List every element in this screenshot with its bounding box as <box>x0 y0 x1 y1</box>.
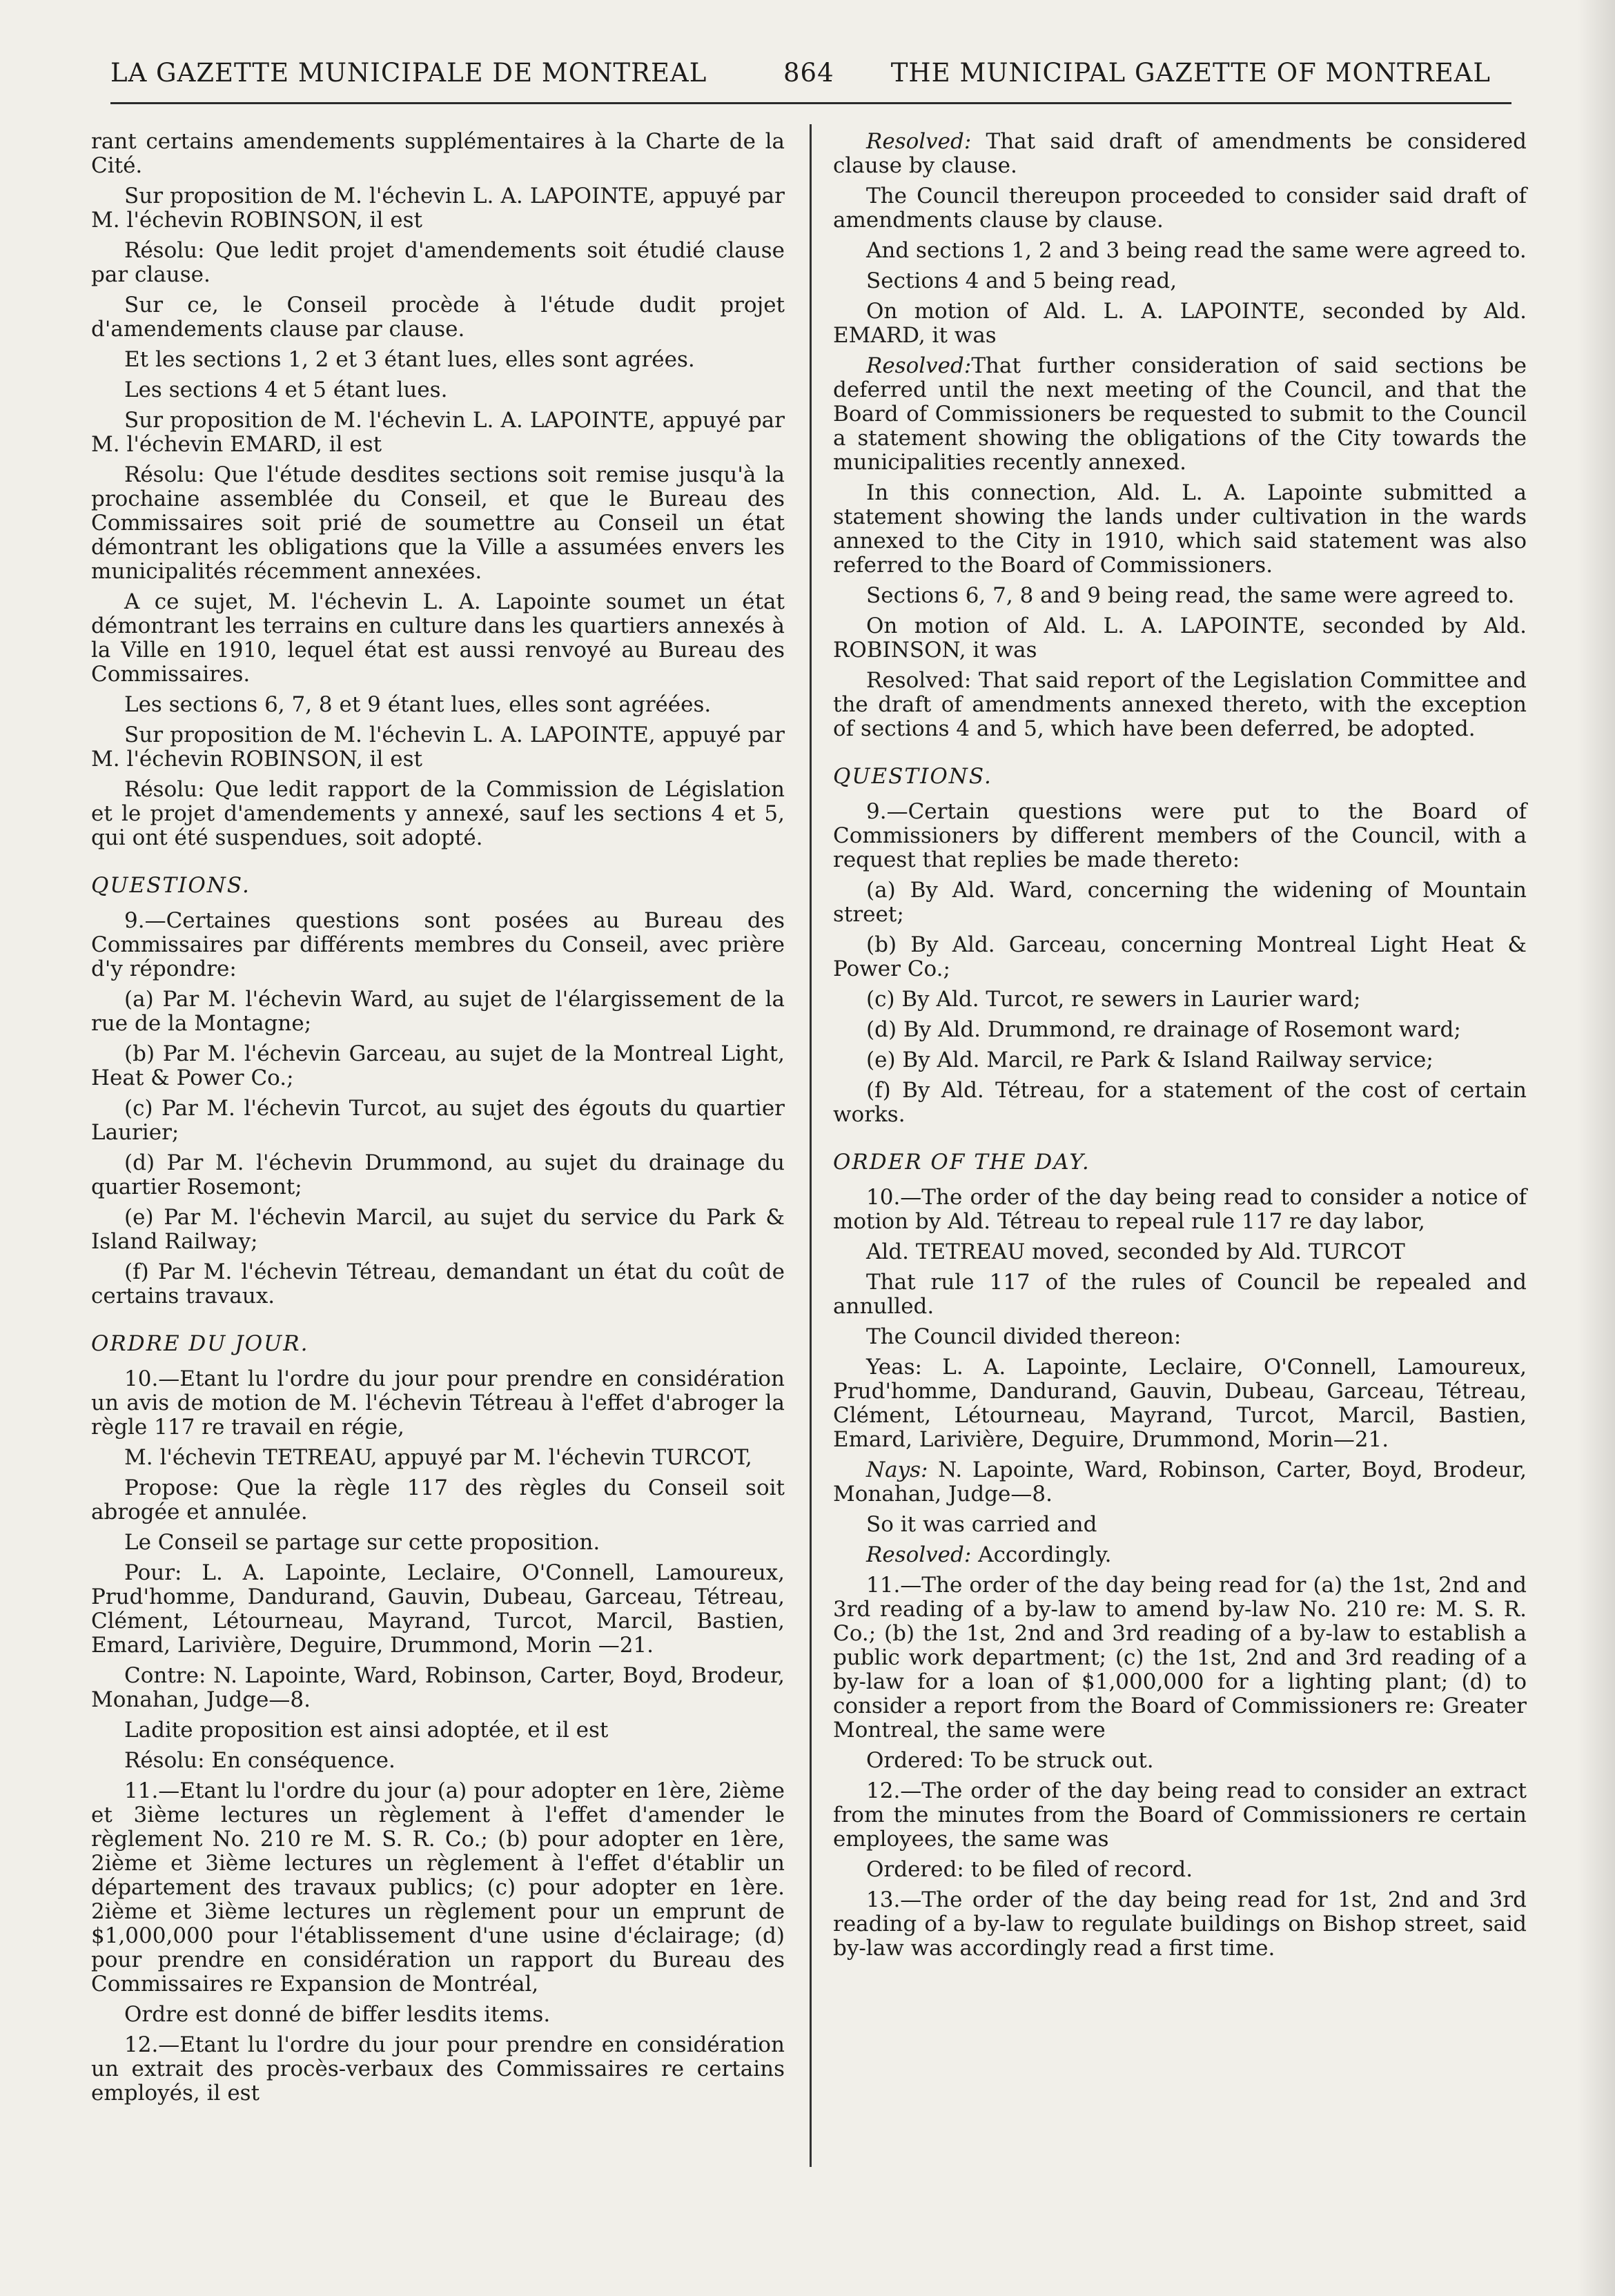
en-paragraph-text: On motion of Ald. L. A. LAPOINTE, seconded by Ald. ROBINSON, it was <box>833 614 1527 663</box>
en-paragraph-lead: Resolved: <box>866 129 972 154</box>
column-divider <box>810 124 812 2167</box>
fr-paragraph-text: 10.—Etant lu l'ordre du jour pour prendre en considération un avis de motion de M. l'échevin Tétreau à l'effet d'abroger la règle 117 re travail en régie, <box>91 1366 785 1440</box>
en-paragraph <box>833 1048 1527 1072</box>
fr-paragraph <box>91 378 785 402</box>
en-paragraph <box>833 1749 1527 1773</box>
fr-paragraph-text: Sur proposition de M. l'échevin L. A. LAPOINTE, appuyé par M. l'échevin ROBINSON, il est <box>91 723 785 772</box>
fr-paragraph-text: 9.—Certaines questions sont posées au Bureau des Commissaires par différents membres du Conseil, avec prière d'y répondre: <box>91 908 785 981</box>
en-paragraph <box>833 584 1527 608</box>
en-heading-text: ORDER OF THE DAY. <box>833 1150 1090 1175</box>
fr-heading-text: ORDRE DU JOUR. <box>91 1331 309 1356</box>
fr-paragraph <box>91 693 785 717</box>
en-section-heading <box>833 1150 1527 1175</box>
fr-paragraph-text: (c) Par M. l'échevin Turcot, au sujet des égouts du quartier Laurier; <box>91 1096 785 1145</box>
fr-paragraph-text: 11.—Etant lu l'ordre du jour (a) pour adopter en 1ère, 2ième et 3ième lectures un règlement à l'effet d'amender le règlement No. 210 re M. S. R. Co.; (b) pour adopter en 1ère, 2ième et 3ième lectures un règlement à l'effet d'établir un département des travaux publics; (c) pour adopter en 1ère. 2ième et 3ième lectures un règlement pour un emprunt de $1,000,000 pour l'établissement d'une usine d'éclairage; (d) pour prendre en considération un rapport du Bureau des Commissaires re Expansion de Montréal, <box>91 1778 785 1996</box>
fr-paragraph <box>91 1476 785 1524</box>
en-paragraph <box>833 1888 1527 1961</box>
en-paragraph-text: (d) By Ald. Drummond, re drainage of Rosemont ward; <box>866 1017 1461 1042</box>
fr-paragraph-text: Contre: N. Lapointe, Ward, Robinson, Carter, Boyd, Brodeur, Monahan, Judge—8. <box>91 1663 785 1712</box>
fr-paragraph-text: Sur ce, le Conseil procède à l'étude dudit projet d'amendements clause par clause. <box>91 293 785 342</box>
en-paragraph-text: Sections 4 and 5 being read, <box>866 268 1177 293</box>
fr-paragraph <box>91 1779 785 1996</box>
fr-paragraph <box>91 2033 785 2106</box>
en-paragraph <box>833 481 1527 578</box>
fr-paragraph-text: Les sections 6, 7, 8 et 9 étant lues, elles sont agréées. <box>124 692 712 717</box>
en-paragraph <box>833 1458 1527 1507</box>
fr-paragraph-text: (e) Par M. l'échevin Marcil, au sujet du service du Park & Island Railway; <box>91 1205 785 1254</box>
fr-paragraph <box>91 723 785 772</box>
en-paragraph <box>833 130 1527 178</box>
fr-paragraph <box>91 1531 785 1555</box>
en-section-heading <box>833 765 1527 789</box>
en-paragraph <box>833 269 1527 293</box>
en-paragraph-text: That further consideration of said sections be deferred until the next meeting of the Council, and that the Board of Commissioners be requested to submit to the Council a statement showing the obligations of the City towards the municipalities recently annexed. <box>833 353 1527 475</box>
fr-section-heading <box>91 1332 785 1356</box>
en-paragraph <box>833 1325 1527 1349</box>
en-paragraph <box>833 669 1527 741</box>
en-paragraph-text: (b) By Ald. Garceau, concerning Montreal Light Heat & Power Co.; <box>833 932 1527 981</box>
en-paragraph <box>833 300 1527 348</box>
fr-paragraph <box>91 1151 785 1199</box>
en-paragraph-lead: Resolved: <box>866 353 972 378</box>
fr-paragraph <box>91 1206 785 1254</box>
en-paragraph <box>833 1018 1527 1042</box>
en-paragraph-text: Yeas: L. A. Lapointe, Leclaire, O'Connell, Lamoureux, Prud'homme, Dandurand, Gauvin, Dubeau, Garceau, Tétreau, Clément, Létourneau, Mayrand, Turcot, Marcil, Bastien, Emard, Larivière, Deguire, Drummond, Morin—21. <box>833 1355 1527 1452</box>
en-paragraph <box>833 614 1527 663</box>
en-paragraph-text: In this connection, Ald. L. A. Lapointe submitted a statement showing the lands under cultivation in the wards annexed to the City in 1910, which said statement was also referred to the Board of Commissioners. <box>833 480 1527 578</box>
en-paragraph-text: The Council thereupon proceeded to consider said draft of amendments clause by clause. <box>833 184 1527 233</box>
header-english-title: THE MUNICIPAL GAZETTE OF MONTREAL <box>890 58 1491 88</box>
en-paragraph-text: N. Lapointe, Ward, Robinson, Carter, Boyd, Brodeur, Monahan, Judge—8. <box>833 1458 1527 1507</box>
page-gutter-shadow <box>1577 0 1615 2296</box>
fr-paragraph-text: Résolu: Que l'étude desdites sections soit remise jusqu'à la prochaine assemblée du Conseil, et que le Bureau des Commissaires soit prié de soumettre au Conseil un état démontrant les obligations que la Ville a assumées envers les municipalités récemment annexées. <box>91 462 785 584</box>
en-paragraph <box>833 1240 1527 1264</box>
page-header <box>110 58 1491 99</box>
en-paragraph-text: (c) By Ald. Turcot, re sewers in Laurier ward; <box>866 987 1361 1012</box>
fr-paragraph <box>91 1749 785 1773</box>
fr-heading-text: QUESTIONS. <box>91 873 251 898</box>
fr-paragraph-text: rant certains amendements supplémentaires à la Charte de la Cité. <box>91 129 785 178</box>
en-paragraph-text: And sections 1, 2 and 3 being read the same were agreed to. <box>866 238 1527 263</box>
en-paragraph-text: (f) By Ald. Tétreau, for a statement of the cost of certain works. <box>833 1078 1527 1127</box>
fr-paragraph-text: Ladite proposition est ainsi adoptée, et il est <box>124 1718 609 1743</box>
fr-paragraph-text: Résolu: En conséquence. <box>124 1748 395 1773</box>
en-paragraph <box>833 1779 1527 1852</box>
fr-paragraph <box>91 1260 785 1308</box>
fr-paragraph <box>91 409 785 457</box>
en-paragraph-text: So it was carried and <box>866 1512 1097 1537</box>
fr-paragraph <box>91 1446 785 1470</box>
fr-paragraph-text: Sur proposition de M. l'échevin L. A. LAPOINTE, appuyé par M. l'échevin ROBINSON, il est <box>91 184 785 233</box>
fr-paragraph <box>91 909 785 981</box>
en-paragraph-text: Ald. TETREAU moved, seconded by Ald. TURCOT <box>866 1239 1405 1264</box>
en-paragraph <box>833 933 1527 981</box>
fr-paragraph-text: Et les sections 1, 2 et 3 étant lues, elles sont agrées. <box>124 347 695 372</box>
en-paragraph <box>833 1355 1527 1452</box>
fr-paragraph-text: (b) Par M. l'échevin Garceau, au sujet de la Montreal Light, Heat & Power Co.; <box>91 1041 785 1090</box>
fr-paragraph-text: Résolu: Que ledit projet d'amendements soit étudié clause par clause. <box>91 238 785 287</box>
fr-paragraph <box>91 293 785 342</box>
en-paragraph-text: 10.—The order of the day being read to consider a notice of motion by Ald. Tétreau to repeal rule 117 re day labor, <box>833 1185 1527 1234</box>
header-rule <box>110 102 1511 104</box>
en-paragraph-text: Ordered: To be struck out. <box>866 1748 1154 1773</box>
fr-paragraph-text: Propose: Que la règle 117 des règles du Conseil soit abrogée et annulée. <box>91 1475 785 1524</box>
en-paragraph-lead: Resolved: <box>866 1542 972 1567</box>
fr-paragraph <box>91 130 785 178</box>
fr-paragraph-text: (d) Par M. l'échevin Drummond, au sujet du drainage du quartier Rosemont; <box>91 1150 785 1199</box>
en-paragraph-lead: Nays: <box>866 1458 928 1482</box>
en-heading-text: QUESTIONS. <box>833 764 992 789</box>
fr-paragraph-text: Pour: L. A. Lapointe, Leclaire, O'Connell, Lamoureux, Prud'homme, Dandurand, Gauvin, Dubeau, Garceau, Tétreau, Clément, Létourneau, Mayrand, Turcot, Marcil, Bastien, Emard, Larivière, Deguire, Drummond, Morin —21. <box>91 1560 785 1658</box>
header-french-title: LA GAZETTE MUNICIPALE DE MONTREAL <box>110 58 707 88</box>
en-paragraph-text: Resolved: That said report of the Legislation Committee and the draft of amendments annexed thereto, with the exception of sections 4 and 5, which have been deferred, be adopted. <box>833 668 1527 741</box>
fr-paragraph-text: 12.—Etant lu l'ordre du jour pour prendre en considération un extrait des procès-verbaux des Commissaires re certains employés, il est <box>91 2032 785 2106</box>
fr-paragraph <box>91 1561 785 1658</box>
fr-paragraph-text: Ordre est donné de biffer lesdits items. <box>124 2002 551 2027</box>
fr-paragraph <box>91 1042 785 1090</box>
fr-paragraph <box>91 778 785 850</box>
en-paragraph-text: That said draft of amendments be considered clause by clause. <box>833 129 1527 178</box>
fr-paragraph-text: Les sections 4 et 5 étant lues. <box>124 377 448 402</box>
fr-paragraph-text: A ce sujet, M. l'échevin L. A. Lapointe soumet un état démontrant les terrains en culture dans les quartiers annexés à la Ville en 1910, lequel état est aussi renvoyé au Bureau des Commissaires. <box>91 589 785 687</box>
en-paragraph <box>833 988 1527 1012</box>
en-paragraph <box>833 1858 1527 1882</box>
en-paragraph <box>833 1186 1527 1234</box>
fr-section-heading <box>91 874 785 898</box>
en-paragraph-text: Ordered: to be filed of record. <box>866 1857 1193 1882</box>
en-paragraph-text: Sections 6, 7, 8 and 9 being read, the same were agreed to. <box>866 583 1515 608</box>
fr-paragraph-text: Résolu: Que ledit rapport de la Commission de Législation et le projet d'amendements y annexé, sauf les sections 4 et 5, qui ont été suspendues, soit adopté. <box>91 777 785 850</box>
fr-paragraph-text: Sur proposition de M. l'échevin L. A. LAPOINTE, appuyé par M. l'échevin EMARD, il est <box>91 408 785 457</box>
en-paragraph <box>833 239 1527 263</box>
en-paragraph-text: 12.—The order of the day being read to consider an extract from the minutes from the Board of Commissioners re certain employees, the same was <box>833 1778 1527 1852</box>
en-paragraph <box>833 1573 1527 1743</box>
fr-paragraph <box>91 239 785 287</box>
fr-paragraph-text: M. l'échevin TETREAU, appuyé par M. l'échevin TURCOT, <box>124 1445 752 1470</box>
en-paragraph <box>833 354 1527 475</box>
en-paragraph-text: 13.—The order of the day being read for 1st, 2nd and 3rd reading of a by-law to regulate buildings on Bishop street, said by-law was accordingly read a first time. <box>833 1887 1527 1961</box>
page-number: 864 <box>783 58 834 88</box>
fr-paragraph <box>91 1664 785 1712</box>
en-paragraph-text: Accordingly. <box>971 1542 1112 1567</box>
en-paragraph <box>833 184 1527 233</box>
fr-paragraph-text: Le Conseil se partage sur cette proposition. <box>124 1530 600 1555</box>
en-paragraph <box>833 1543 1527 1567</box>
en-paragraph <box>833 1513 1527 1537</box>
fr-paragraph <box>91 1367 785 1440</box>
en-paragraph-text: 9.—Certain questions were put to the Board of Commissioners by different members of the Council, with a request that replies be made thereto: <box>833 799 1527 872</box>
fr-paragraph <box>91 348 785 372</box>
en-paragraph-text: (e) By Ald. Marcil, re Park & Island Railway service; <box>866 1048 1433 1072</box>
fr-paragraph <box>91 463 785 584</box>
en-paragraph <box>833 800 1527 872</box>
fr-paragraph <box>91 590 785 687</box>
fr-paragraph <box>91 988 785 1036</box>
en-paragraph <box>833 1079 1527 1127</box>
en-paragraph <box>833 1270 1527 1319</box>
en-paragraph-text: (a) By Ald. Ward, concerning the widening of Mountain street; <box>833 878 1527 927</box>
fr-paragraph-text: (a) Par M. l'échevin Ward, au sujet de l'élargissement de la rue de la Montagne; <box>91 987 785 1036</box>
en-paragraph-text: On motion of Ald. L. A. LAPOINTE, seconded by Ald. EMARD, it was <box>833 299 1527 348</box>
en-paragraph-text: That rule 117 of the rules of Council be repealed and annulled. <box>833 1270 1527 1319</box>
english-column <box>833 130 1527 1967</box>
fr-paragraph <box>91 1097 785 1145</box>
french-column <box>91 130 785 2112</box>
en-paragraph <box>833 879 1527 927</box>
en-paragraph-text: The Council divided thereon: <box>866 1324 1182 1349</box>
fr-paragraph <box>91 1718 785 1743</box>
en-paragraph-text: 11.—The order of the day being read for (a) the 1st, 2nd and 3rd reading of a by-law to amend by-law No. 210 re: M. S. R. Co.; (b) the 1st, 2nd and 3rd reading of a by-law to establish a public work department; (c) the 1st, 2nd and 3rd reading of a by-law for a loan of $1,000,000 for a lighting plant; (d) to consider a report from the Board of Commissioners re: Greater Montreal, the same were <box>833 1573 1527 1743</box>
fr-paragraph-text: (f) Par M. l'échevin Tétreau, demandant un état du coût de certains travaux. <box>91 1259 785 1308</box>
fr-paragraph <box>91 2003 785 2027</box>
fr-paragraph <box>91 184 785 233</box>
